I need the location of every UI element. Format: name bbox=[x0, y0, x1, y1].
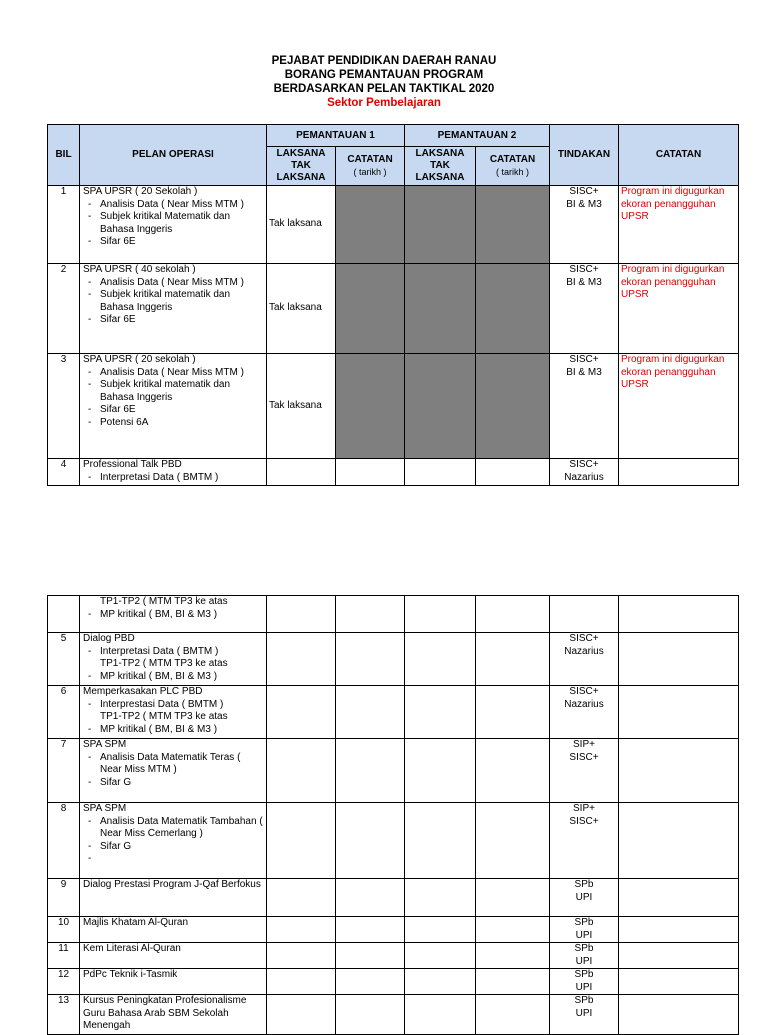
catatan-cell bbox=[619, 969, 739, 995]
table-row bbox=[48, 879, 739, 917]
laksana-1-cell bbox=[267, 459, 336, 486]
table-row bbox=[48, 633, 739, 686]
catatan-cell bbox=[619, 803, 739, 879]
catatan-1-cell bbox=[336, 917, 405, 943]
laksana-2-cell bbox=[405, 186, 476, 264]
laksana-1-cell: Tak laksana bbox=[267, 264, 336, 354]
catatan-2-cell bbox=[476, 969, 550, 995]
tindakan-cell bbox=[550, 879, 619, 917]
row-number: 8 bbox=[48, 803, 80, 879]
tindakan-line: SISC+ bbox=[569, 815, 599, 827]
tindakan-cell bbox=[550, 354, 619, 459]
catatan-2-cell bbox=[476, 633, 550, 686]
header-line-1: PEJABAT PENDIDIKAN DAERAH RANAU bbox=[271, 55, 497, 67]
laksana-2-cell bbox=[405, 459, 476, 486]
row-number: 3 bbox=[48, 354, 80, 459]
col-catatan: CATATAN bbox=[619, 125, 739, 186]
col-laksana-1: LAKSANA TAK LAKSANA bbox=[267, 147, 336, 186]
table-row bbox=[48, 803, 739, 879]
tindakan-line: SISC+ bbox=[569, 633, 599, 644]
table-row bbox=[48, 354, 739, 459]
tindakan-cell bbox=[550, 803, 619, 879]
tindakan-cell bbox=[550, 596, 619, 633]
catatan-2-cell bbox=[476, 186, 550, 264]
plan-activity: - Analisis Data ( Near Miss MTM ) bbox=[83, 367, 264, 380]
catatan-2-cell bbox=[476, 596, 550, 633]
tindakan-line: SPb bbox=[574, 879, 594, 890]
catatan-2-cell bbox=[476, 917, 550, 943]
plan-cell bbox=[80, 354, 267, 459]
catatan-1-cell bbox=[336, 686, 405, 739]
laksana-1-cell bbox=[267, 995, 336, 1035]
catatan-1-cell bbox=[336, 969, 405, 995]
plan-activity: - Analisis Data ( Near Miss MTM ) bbox=[83, 277, 264, 290]
laksana-1-cell bbox=[267, 917, 336, 943]
plan-activity: - Sifar 6E bbox=[83, 314, 264, 327]
catatan-2-cell bbox=[476, 739, 550, 803]
laksana-1-cell bbox=[267, 879, 336, 917]
catatan-2-cell bbox=[476, 686, 550, 739]
tindakan-cell bbox=[550, 969, 619, 995]
laksana-2-cell bbox=[405, 917, 476, 943]
table-row bbox=[48, 995, 739, 1035]
tindakan-line: UPI bbox=[575, 981, 593, 993]
plan-cell bbox=[80, 186, 267, 264]
tindakan-cell bbox=[550, 739, 619, 803]
table-row bbox=[48, 969, 739, 995]
catatan-cell bbox=[619, 686, 739, 739]
row-number: 1 bbox=[48, 186, 80, 264]
tindakan-line: UPI bbox=[575, 955, 593, 967]
catatan-1-cell bbox=[336, 739, 405, 803]
table-row-continuation bbox=[48, 596, 739, 633]
plan-activity: - Potensi 6A bbox=[83, 417, 264, 430]
row-number: 5 bbox=[48, 633, 80, 686]
row-number: 6 bbox=[48, 686, 80, 739]
catatan-cell bbox=[619, 995, 739, 1035]
monitoring-table-page1 bbox=[47, 124, 739, 486]
plan-cell bbox=[80, 943, 267, 969]
catatan-1-cell bbox=[336, 803, 405, 879]
tindakan-line: SPb bbox=[574, 917, 594, 928]
tindakan-cell bbox=[550, 186, 619, 264]
catatan-1-cell bbox=[336, 596, 405, 633]
plan-title: SPA UPSR ( 40 sekolah ) bbox=[83, 264, 196, 275]
tindakan-cell bbox=[550, 264, 619, 354]
plan-cell bbox=[80, 995, 267, 1035]
row-number: 13 bbox=[48, 995, 80, 1035]
tindakan-cell bbox=[550, 633, 619, 686]
catatan-1-cell bbox=[336, 633, 405, 686]
row-number: 11 bbox=[48, 943, 80, 969]
catatan-cell bbox=[619, 879, 739, 917]
catatan-cell bbox=[619, 459, 739, 486]
catatan-cell: Program ini digugurkan ekoran penangguhan UPSR bbox=[619, 354, 739, 459]
plan-title: Kursus Peningkatan Profesionalisme Guru Bahasa Arab SBM Sekolah Menengah bbox=[83, 995, 247, 1031]
table-row bbox=[48, 459, 739, 486]
header-line-2: BORANG PEMANTAUAN PROGRAM bbox=[284, 69, 484, 81]
plan-title: SPA UPSR ( 20 Sekolah ) bbox=[83, 186, 198, 197]
tindakan-cell bbox=[550, 459, 619, 486]
catatan-cell bbox=[619, 943, 739, 969]
plan-activity: - Sifar 6E bbox=[83, 236, 264, 249]
laksana-1-cell bbox=[267, 943, 336, 969]
catatan-2-cell bbox=[476, 803, 550, 879]
catatan-2-cell bbox=[476, 943, 550, 969]
catatan-cell: Program ini digugurkan ekoran penangguhan UPSR bbox=[619, 186, 739, 264]
plan-cell bbox=[80, 803, 267, 879]
plan-title: Kem Literasi Al-Quran bbox=[83, 943, 181, 954]
col-pemantauan-2: PEMANTAUAN 2 bbox=[405, 125, 550, 147]
tindakan-cell bbox=[550, 686, 619, 739]
plan-title: Memperkasakan PLC PBD bbox=[83, 686, 203, 697]
plan-activity: - Interpretasi Data ( BMTM ) bbox=[83, 472, 264, 485]
laksana-2-cell bbox=[405, 739, 476, 803]
plan-cell bbox=[80, 264, 267, 354]
plan-line: TP1-TP2 ( MTM TP3 ke atas bbox=[100, 658, 228, 669]
row-number: 9 bbox=[48, 879, 80, 917]
tindakan-line: SIP+ bbox=[573, 739, 595, 750]
plan-line: TP1-TP2 ( MTM TP3 ke atas bbox=[100, 711, 228, 722]
tindakan-line: Nazarius bbox=[564, 645, 604, 657]
tindakan-line: SIP+ bbox=[573, 803, 595, 814]
tindakan-line: UPI bbox=[575, 891, 593, 903]
tindakan-line: SPb bbox=[574, 995, 594, 1006]
tindakan-cell bbox=[550, 917, 619, 943]
row-number: 2 bbox=[48, 264, 80, 354]
col-pelan-operasi: PELAN OPERASI bbox=[80, 125, 267, 186]
table-row bbox=[48, 917, 739, 943]
catatan-1-cell bbox=[336, 459, 405, 486]
plan-title: SPA UPSR ( 20 sekolah ) bbox=[83, 354, 196, 365]
plan-cell bbox=[80, 969, 267, 995]
plan-activity: - Sifar G bbox=[83, 777, 264, 790]
col-laksana-2: LAKSANA TAK LAKSANA bbox=[405, 147, 476, 186]
table-row bbox=[48, 943, 739, 969]
row-number bbox=[48, 596, 80, 633]
col-bil: BIL bbox=[48, 125, 80, 186]
catatan-1-cell bbox=[336, 354, 405, 459]
plan-activity: - Analisis Data ( Near Miss MTM ) bbox=[83, 199, 264, 212]
plan-activity: - Analisis Data Matematik Teras ( Near Miss MTM ) bbox=[83, 752, 264, 777]
catatan-1-cell bbox=[336, 943, 405, 969]
catatan-2-cell bbox=[476, 459, 550, 486]
row-number: 10 bbox=[48, 917, 80, 943]
laksana-1-cell bbox=[267, 803, 336, 879]
tindakan-line: Nazarius bbox=[564, 698, 604, 710]
row-number: 12 bbox=[48, 969, 80, 995]
laksana-1-cell: Tak laksana bbox=[267, 354, 336, 459]
plan-activity: - Sifar G bbox=[83, 841, 264, 854]
catatan-cell bbox=[619, 739, 739, 803]
tindakan-line: SISC+ bbox=[569, 459, 599, 470]
plan-title: PdPc Teknik i-Tasmik bbox=[83, 969, 178, 980]
table-row bbox=[48, 186, 739, 264]
tindakan-line: BI & M3 bbox=[566, 366, 602, 378]
catatan-cell: Program ini digugurkan ekoran penangguhan UPSR bbox=[619, 264, 739, 354]
laksana-2-cell bbox=[405, 596, 476, 633]
laksana-1-cell bbox=[267, 739, 336, 803]
plan-activity: - Sifar 6E bbox=[83, 404, 264, 417]
plan-line: TP1-TP2 ( MTM TP3 ke atas bbox=[100, 596, 228, 607]
plan-title: Majlis Khatam Al-Quran bbox=[83, 917, 189, 928]
tindakan-line: SISC+ bbox=[569, 186, 599, 197]
monitoring-table-page2 bbox=[47, 595, 739, 1035]
row-number: 4 bbox=[48, 459, 80, 486]
catatan-1-cell bbox=[336, 879, 405, 917]
tindakan-line: SISC+ bbox=[569, 264, 599, 275]
plan-cell bbox=[80, 596, 267, 633]
tindakan-line: SISC+ bbox=[569, 686, 599, 697]
plan-title: Professional Talk PBD bbox=[83, 459, 182, 470]
plan-cell bbox=[80, 917, 267, 943]
laksana-2-cell bbox=[405, 803, 476, 879]
laksana-1-cell bbox=[267, 686, 336, 739]
plan-cell bbox=[80, 459, 267, 486]
plan-activity: - Subjek kritikal Matematik dan Bahasa Inggeris bbox=[83, 211, 264, 236]
plan-cell bbox=[80, 879, 267, 917]
catatan-cell bbox=[619, 633, 739, 686]
plan-cell bbox=[80, 739, 267, 803]
catatan-cell bbox=[619, 917, 739, 943]
table-row bbox=[48, 686, 739, 739]
tindakan-line: SPb bbox=[574, 943, 594, 954]
catatan-cell bbox=[619, 596, 739, 633]
tindakan-line: SISC+ bbox=[569, 751, 599, 763]
table-row bbox=[48, 739, 739, 803]
catatan-2-cell bbox=[476, 879, 550, 917]
col-pemantauan-1: PEMANTAUAN 1 bbox=[267, 125, 405, 147]
row-number: 7 bbox=[48, 739, 80, 803]
catatan-2-cell bbox=[476, 995, 550, 1035]
plan-title: SPA SPM bbox=[83, 803, 127, 814]
tindakan-cell bbox=[550, 943, 619, 969]
laksana-1-cell bbox=[267, 969, 336, 995]
sector-title: Sektor Pembelajaran bbox=[327, 97, 441, 109]
tindakan-line: UPI bbox=[575, 1007, 593, 1019]
tindakan-line: BI & M3 bbox=[566, 276, 602, 288]
laksana-2-cell bbox=[405, 633, 476, 686]
laksana-2-cell bbox=[405, 943, 476, 969]
catatan-1-cell bbox=[336, 264, 405, 354]
plan-activity: - MP kritikal ( BM, BI & M3 ) bbox=[83, 609, 264, 622]
tindakan-line: SPb bbox=[574, 969, 594, 980]
tindakan-line: UPI bbox=[575, 929, 593, 941]
plan-title: SPA SPM bbox=[83, 739, 127, 750]
catatan-1-cell bbox=[336, 186, 405, 264]
plan-activity: - Analisis Data Matematik Tambahan ( Near Miss Cemerlang ) bbox=[83, 816, 264, 841]
laksana-2-cell bbox=[405, 995, 476, 1035]
plan-activity: - Interprestasi Data ( BMTM ) bbox=[83, 699, 264, 712]
col-catatan-1: CATATAN ( tarikh ) bbox=[336, 147, 405, 186]
laksana-2-cell bbox=[405, 686, 476, 739]
col-tindakan: TINDAKAN bbox=[550, 125, 619, 186]
plan-activity: - Interpretasi Data ( BMTM ) bbox=[83, 646, 264, 659]
table-row bbox=[48, 264, 739, 354]
catatan-2-cell bbox=[476, 264, 550, 354]
laksana-1-cell: Tak laksana bbox=[267, 186, 336, 264]
plan-title: Dialog Prestasi Program J-Qaf Berfokus bbox=[83, 879, 261, 890]
plan-cell bbox=[80, 633, 267, 686]
tindakan-cell bbox=[550, 995, 619, 1035]
plan-activity: - MP kritikal ( BM, BI & M3 ) bbox=[83, 671, 264, 684]
laksana-1-cell bbox=[267, 596, 336, 633]
plan-cell bbox=[80, 686, 267, 739]
catatan-1-cell bbox=[336, 995, 405, 1035]
laksana-2-cell bbox=[405, 969, 476, 995]
laksana-1-cell bbox=[267, 633, 336, 686]
plan-activity: - MP kritikal ( BM, BI & M3 ) bbox=[83, 724, 264, 737]
tindakan-line: Nazarius bbox=[564, 471, 604, 483]
header-line-3: BERDASARKAN PELAN TAKTIKAL 2020 bbox=[273, 83, 495, 95]
tindakan-line: SISC+ bbox=[569, 354, 599, 365]
tindakan-line: BI & M3 bbox=[566, 198, 602, 210]
plan-activity: - Subjek kritikal matematik dan Bahasa Inggeris bbox=[83, 379, 264, 404]
laksana-2-cell bbox=[405, 879, 476, 917]
plan-title: Dialog PBD bbox=[83, 633, 135, 644]
col-catatan-2: CATATAN ( tarikh ) bbox=[476, 147, 550, 186]
plan-activity: - Subjek kritikal matematik dan Bahasa Inggeris bbox=[83, 289, 264, 314]
laksana-2-cell bbox=[405, 354, 476, 459]
catatan-2-cell bbox=[476, 354, 550, 459]
laksana-2-cell bbox=[405, 264, 476, 354]
